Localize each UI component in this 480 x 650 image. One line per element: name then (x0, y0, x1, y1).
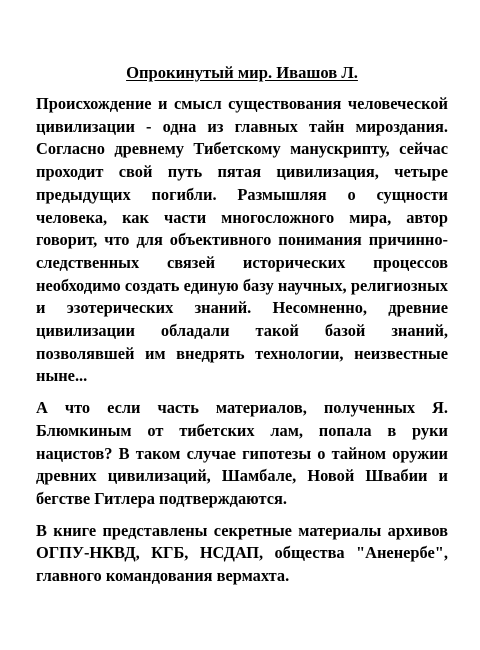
paragraph-intro: Происхождение и смысл существования человеческой цивилизации - одна из главных тайн мироздания. Согласно древнему Тибетскому манускрипту, сейчас проходит свой путь пятая цивилизация, четыре предыдущих погибли. Размышляя о сущности человека, как части многосложного мира, автор говорит, что для объективного понимания причинно-следственных связей исторических процессов необходимо создать единую базу научных, религиозных и эзотерических знаний. Несомненно, древние цивилизации обладали такой базой знаний, позволявшей им внедрять технологии, неизвестные ныне... (36, 94, 448, 386)
document-page (36, 62, 448, 597)
paragraph-contents: В книге представлены секретные материалы архивов ОГПУ-НКВД, КГБ, НСДАП, общества "Аненербе", главного командования вермахта. (36, 520, 448, 586)
book-title: Опрокинутый мир. Ивашов Л. (126, 63, 358, 82)
paragraph-hypothesis: А что если часть материалов, полученных Я. Блюмкиным от тибетских лам, попала в руки нацистов? В таком случае гипотезы о тайном оружии древних цивилизаций, Шамбале, Новой Швабии и бегстве Гитлера подтверждаются. (36, 398, 448, 508)
